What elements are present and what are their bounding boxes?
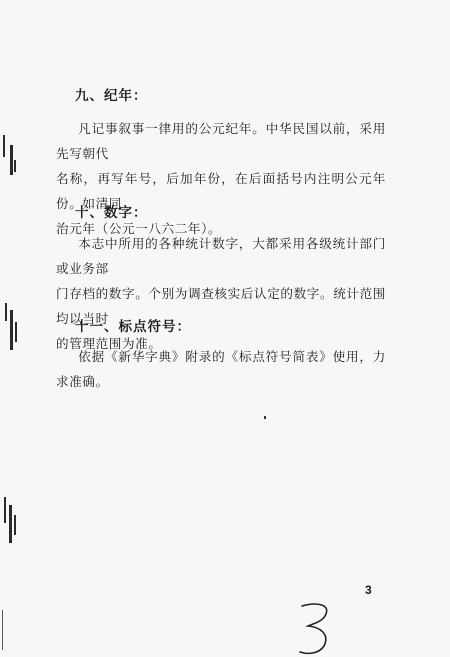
page-number: 3	[365, 583, 372, 597]
section-body-punctuation	[56, 344, 386, 394]
scan-artifact	[14, 160, 16, 172]
section-heading-chronology: 九、纪年：	[75, 88, 148, 104]
body-line: 依据《新华字典》附录的《标点符号简表》使用，力求准确。	[56, 349, 386, 389]
body-line: 凡记事叙事一律用的公元纪年。中华民国以前，采用先写朝代	[56, 121, 386, 161]
section-heading-punctuation: 十一、标点符号：	[75, 319, 191, 335]
body-line: 名称，再写年号，后加年份，在后面括号内注明公元年份。如清同	[56, 171, 386, 211]
scan-artifact	[15, 322, 17, 342]
body-line: 门存档的数字。个别为调查核实后认定的数字。统计范围均以当时	[56, 286, 386, 326]
body-line: 的管理范围为准。	[56, 336, 162, 351]
body-line: 治元年（公元一八六二年）。	[56, 221, 222, 236]
section-body-chronology	[56, 116, 386, 241]
scan-artifact	[4, 497, 6, 523]
body-line: 本志中所用的各种统计数字，大都采用各级统计部门或业务部	[56, 236, 386, 276]
scan-artifact	[10, 310, 13, 350]
scan-artifact	[10, 145, 13, 175]
section-heading-numbers: 十、数字：	[75, 205, 148, 221]
scan-speck	[264, 416, 266, 419]
handwritten-three-mark	[296, 600, 336, 657]
scan-artifact	[9, 505, 12, 543]
section-body-numbers	[56, 231, 386, 356]
scan-artifact	[14, 515, 16, 535]
scan-artifact	[5, 303, 7, 321]
scan-artifact	[3, 135, 5, 157]
scan-artifact	[2, 610, 3, 650]
